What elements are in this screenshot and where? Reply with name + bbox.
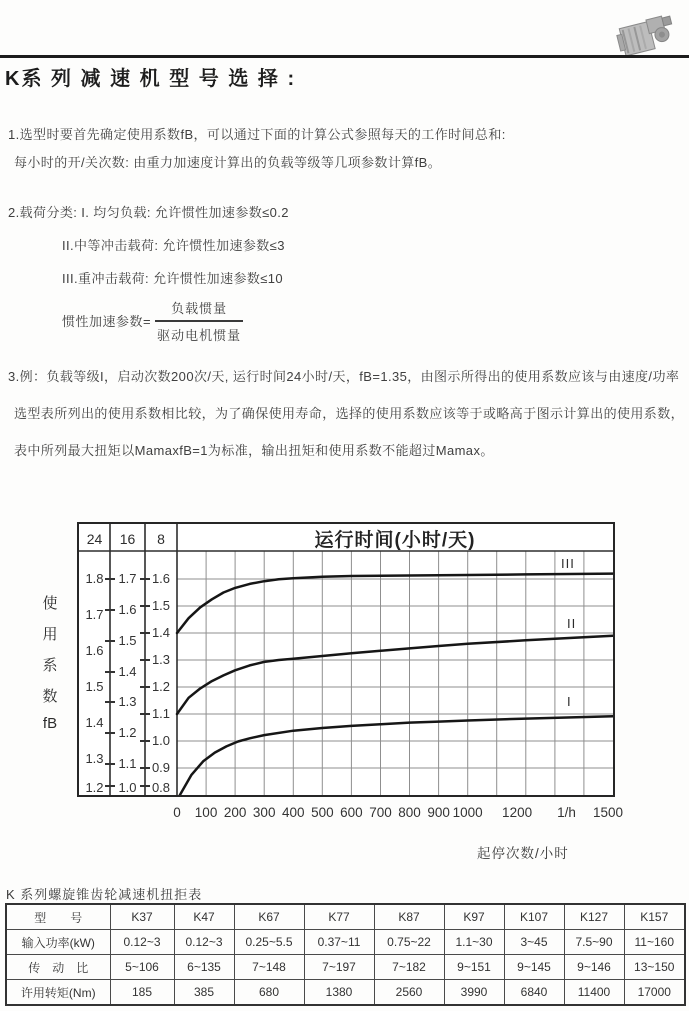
x-tick-label: 400 <box>282 805 305 820</box>
para-load-class-1: 2.载荷分类: I. 均匀负载: 允许惯性加速参数≤0.2 <box>8 205 289 220</box>
para-step1-line1: 1.选型时要首先确定使用系数fB，可以通过下面的计算公式参照每天的工作时间总和: <box>8 127 506 142</box>
cell-value: 7~197 <box>304 955 374 980</box>
page-title: K系 列 减 速 机 型 号 选 择 : <box>5 68 297 90</box>
y-tick-8h <box>140 767 150 769</box>
cell-value: 6~135 <box>174 955 234 980</box>
para-load-class-2: II.中等冲击载荷: 允许惯性加速参数≤3 <box>62 238 285 253</box>
y-axis-title-char: 数 <box>42 688 58 705</box>
y-label-16h: 1.3 <box>118 694 137 710</box>
x-tick-label: 600 <box>340 805 363 820</box>
formula-denominator: 驱动电机惯量 <box>157 328 242 343</box>
header-divider-rule <box>0 55 689 58</box>
x-tick-label: 200 <box>223 805 247 820</box>
x-tick-label: 1500 <box>593 805 624 820</box>
y-axis-title-char: 系 <box>42 657 58 674</box>
y-axis-title-char: 用 <box>42 626 58 643</box>
cell-value: 385 <box>174 980 234 1006</box>
y-tick-8h <box>140 632 150 634</box>
torque-table <box>5 903 686 1006</box>
x-tick-label: 300 <box>252 805 276 820</box>
para-example-line3: 表中所列最大扭矩以MamaxfB=1为标准，输出扭矩和使用系数不能超过Mamax。 <box>14 443 494 458</box>
y-label-8h: 0.8 <box>151 780 171 795</box>
row-label: 许用转矩(Nm) <box>6 980 110 1006</box>
cell-value: 0.37~11 <box>304 930 374 955</box>
y-label-16h: 1.2 <box>118 725 137 741</box>
y-label-24h: 1.2 <box>85 780 104 795</box>
y-tick-8h <box>140 605 150 607</box>
y-label-24h: 1.6 <box>85 643 104 658</box>
cell-value: 0.75~22 <box>374 930 444 955</box>
curve-label-III: III <box>561 556 575 571</box>
para-load-class-3: III.重冲击载荷: 允许惯性加速参数≤10 <box>62 271 284 286</box>
y-label-24h: 1.5 <box>85 679 104 694</box>
cell-value: 185 <box>110 980 174 1006</box>
hours-col-24: 24 <box>86 531 103 547</box>
y-label-8h: 1.6 <box>151 571 171 586</box>
table-header-K47: K47 <box>174 904 234 930</box>
y-tick-16h <box>105 763 115 765</box>
table-header-K127: K127 <box>564 904 624 930</box>
x-tick-label: 1200 <box>502 805 533 820</box>
y-tick-8h <box>140 785 150 787</box>
y-tick-16h <box>105 609 115 611</box>
y-label-8h: 1.1 <box>151 706 171 721</box>
x-tick-label: 700 <box>369 805 392 820</box>
y-axis-title-char: 使 <box>42 595 58 612</box>
y-label-16h: 1.7 <box>118 571 137 586</box>
table-row <box>6 980 685 1006</box>
row-label: 传 动 比 <box>6 955 110 980</box>
y-label-8h: 1.0 <box>151 733 171 748</box>
y-tick-8h <box>140 740 150 742</box>
cell-value: 7~182 <box>374 955 444 980</box>
formula-lhs: 惯性加速参数= <box>62 314 152 329</box>
row-label: 输入功率(kW) <box>6 930 110 955</box>
y-tick-16h <box>105 701 115 703</box>
para-step1-line2: 每小时的开/关次数: 由重力加速度计算出的负载等级等几项参数计算fB。 <box>14 155 442 170</box>
gearbox-illustration <box>610 11 678 59</box>
y-tick-8h <box>140 578 150 580</box>
y-tick-8h <box>140 659 150 661</box>
table-header-K77: K77 <box>304 904 374 930</box>
table-row <box>6 930 685 955</box>
chart-title: 运行时间(小时/天) <box>314 530 476 551</box>
y-label-8h: 1.4 <box>151 625 171 640</box>
x-unit-label: 1/h <box>557 805 576 820</box>
y-label-16h: 1.5 <box>118 632 137 648</box>
cell-value: 2560 <box>374 980 444 1006</box>
x-tick-label: 800 <box>398 805 421 820</box>
cell-value: 1.1~30 <box>444 930 504 955</box>
table-header-K87: K87 <box>374 904 444 930</box>
gearbox-photo <box>610 11 678 59</box>
cell-value: 11400 <box>564 980 624 1006</box>
x-tick-label: 500 <box>311 805 334 820</box>
curve-label-II: II <box>567 616 577 631</box>
hours-col-16: 16 <box>119 531 136 547</box>
y-label-8h: 1.2 <box>151 679 171 694</box>
x-tick-label: 900 <box>427 805 450 820</box>
y-label-16h: 1.1 <box>118 756 137 772</box>
cell-value: 680 <box>234 980 304 1006</box>
curve-label-I: I <box>567 694 572 709</box>
y-label-16h: 1.6 <box>118 601 137 617</box>
cell-value: 0.12~3 <box>110 930 174 955</box>
para-example-line1: 3.例：负载等级I，启动次数200次/天, 运行时间24小时/天，fB=1.35，由图示所得出的使用系数应该与由速度/功率 <box>8 369 680 384</box>
cell-value: 11~160 <box>624 930 685 955</box>
cell-value: 6840 <box>504 980 564 1006</box>
cell-value: 17000 <box>624 980 685 1006</box>
torque-spec-table <box>5 903 686 1006</box>
table-header-K37: K37 <box>110 904 174 930</box>
y-label-8h: 0.9 <box>151 760 171 775</box>
x-axis-title: 起停次数/小时 <box>477 846 569 861</box>
x-tick-label: 1000 <box>452 805 483 820</box>
x-tick-label: 0 <box>173 805 181 820</box>
inertia-formula <box>62 297 243 344</box>
y-tick-16h <box>105 671 115 673</box>
cell-value: 1380 <box>304 980 374 1006</box>
cell-value: 9~151 <box>444 955 504 980</box>
y-label-16h: 1.4 <box>118 663 137 679</box>
y-tick-8h <box>140 686 150 688</box>
cell-value: 0.25~5.5 <box>234 930 304 955</box>
table-row <box>6 955 685 980</box>
y-tick-16h <box>105 785 115 787</box>
chart-gridlines <box>177 551 613 795</box>
formula-numerator: 负载惯量 <box>155 297 243 322</box>
y-label-8h: 1.5 <box>151 598 171 613</box>
table-header-K67: K67 <box>234 904 304 930</box>
cell-value: 9~146 <box>564 955 624 980</box>
para-example-line2: 选型表所列出的使用系数相比较，为了确保使用寿命，选择的使用系数应该等于或略高于图示计算出的使用系数， <box>14 406 685 421</box>
cell-value: 3~45 <box>504 930 564 955</box>
table-header-model: 型 号 <box>6 904 110 930</box>
formula-fraction <box>155 297 243 344</box>
table-header-K157: K157 <box>624 904 685 930</box>
table-header-K107: K107 <box>504 904 564 930</box>
y-label-24h: 1.3 <box>85 751 104 766</box>
curve-III <box>177 574 613 633</box>
cell-value: 7.5~90 <box>564 930 624 955</box>
cell-value: 5~106 <box>110 955 174 980</box>
x-tick-label: 100 <box>194 805 218 820</box>
torque-table-title: K 系列螺旋锥齿轮减速机扭拒表 <box>6 887 203 902</box>
y-label-24h: 1.8 <box>85 571 104 586</box>
cell-value: 3990 <box>444 980 504 1006</box>
usage-factor-chart <box>77 522 615 797</box>
y-tick-16h <box>105 578 115 580</box>
y-label-24h: 1.7 <box>85 607 104 622</box>
y-label-8h: 1.3 <box>151 652 171 667</box>
y-axis-title-char: fB <box>42 715 58 732</box>
table-header-K97: K97 <box>444 904 504 930</box>
cell-value: 9~145 <box>504 955 564 980</box>
hours-col-8: 8 <box>157 531 165 547</box>
curve-I <box>180 716 613 795</box>
y-tick-8h <box>140 713 150 715</box>
y-tick-16h <box>105 640 115 642</box>
cell-value: 7~148 <box>234 955 304 980</box>
curve-II <box>177 636 613 714</box>
y-tick-16h <box>105 732 115 734</box>
cell-value: 13~150 <box>624 955 685 980</box>
y-label-16h: 1.0 <box>118 780 137 795</box>
cell-value: 0.12~3 <box>174 930 234 955</box>
y-label-24h: 1.4 <box>85 715 104 730</box>
